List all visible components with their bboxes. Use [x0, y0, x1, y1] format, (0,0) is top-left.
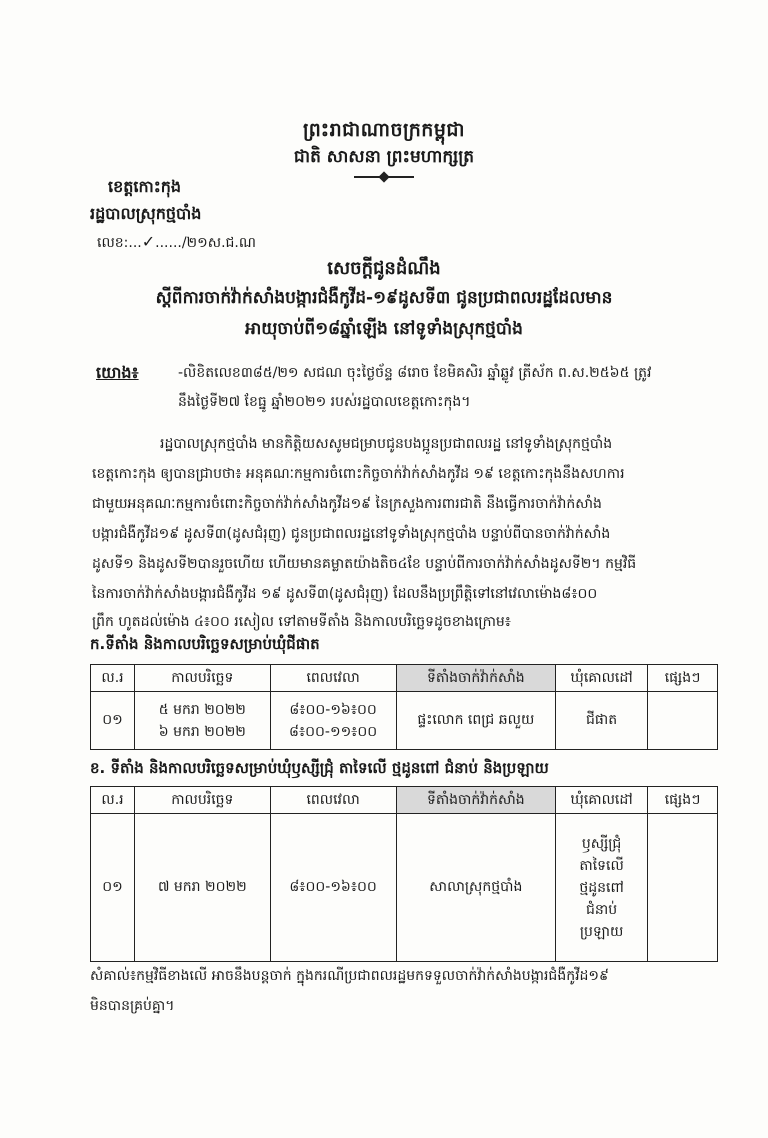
- national-motto: ជាតិ សាសនា ព្រះមហាក្សត្រ: [293, 147, 475, 167]
- cell-location: សាលាស្រុកថ្មបាំង: [396, 814, 556, 962]
- cell-commune: ជីផាត: [556, 692, 648, 750]
- document-subject-line-1: ស្តីពីការចាក់វ៉ាក់សាំងបង្ការជំងឺកូវីដ-១៩ដូសទី៣ ជូនប្រជាពលរដ្ឋដែលមាន: [155, 288, 613, 308]
- col-header-date: កាលបរិច្ឆេទ: [134, 787, 270, 814]
- schedule-table-b: [90, 786, 718, 962]
- col-header-other: ផ្សេងៗ: [648, 665, 718, 692]
- reference-number: [97, 232, 256, 254]
- table-row: [91, 814, 718, 962]
- col-header-time: ពេលវេលា: [270, 665, 396, 692]
- body-line: ជាមួយអនុគណៈកម្មការចំពោះកិច្ចចាក់វ៉ាក់សាំងកូវីដ១៩ នៃក្រសួងការពារជាតិ នឹងធ្វើការចាក់វ៉ាក់សាំង: [92, 496, 602, 512]
- note-line-2: មិនបានគ្រប់គ្នា។: [90, 998, 175, 1014]
- document-title: សេចក្តីជូនដំណឹង: [327, 258, 441, 279]
- ref-prefix: លេខ:...: [97, 235, 142, 251]
- col-header-location: ទីតាំងចាក់វ៉ាក់សាំង: [396, 665, 556, 692]
- section-b-heading: ខ. ទីតាំង និងកាលបរិច្ឆេទសម្រាប់ឃុំឫស្សីជ្រុំ តាទៃលើ ថ្មដូនពៅ ជំនាប់ និងប្រឡាយ: [90, 759, 549, 777]
- col-header-time: ពេលវេលា: [270, 787, 396, 814]
- date-value: ៦ មករា ២០២២: [158, 723, 246, 740]
- table-header-row: [91, 665, 718, 692]
- cell-other: [648, 692, 718, 750]
- cell-date: ៧ មករា ២០២២: [134, 814, 270, 962]
- body-line: រដ្ឋបាលស្រុកថ្មបាំង មានកិត្តិយសសូមជម្រាបជូនបងប្អូនប្រជាពលរដ្ឋ នៅទូទាំងស្រុកថ្មបាំង: [160, 436, 613, 452]
- body-line: ខេត្តកោះកុង ឲ្យបានជ្រាបថា៖ អនុគណៈកម្មការចំពោះកិច្ចចាក់វ៉ាក់សាំងកូវីដ ១៩ ខេត្តកោះកុងនឹងសហការ: [92, 466, 625, 482]
- ref-suffix: ....../២១ស.ជ.ណ: [155, 235, 256, 251]
- reference-label: យោង៖: [96, 363, 139, 382]
- body-line: ព្រឹក ហូតដល់ម៉ោង ៤៖០០ រសៀល ទៅតាមទីតាំង និងកាលបរិច្ឆេទដូចខាងក្រោម៖: [92, 614, 511, 630]
- body-line: បង្ការជំងឺកូវីដ១៩ ដូសទី៣(ដូសជំរុញ) ជូនប្រជាពលរដ្ឋនៅទូទាំងស្រុកថ្មបាំង បន្ទាប់ពីបានចាក់វ៉ាក់សាំង: [92, 526, 611, 542]
- cell-other: [648, 814, 718, 962]
- commune-value: ប្រឡាយ: [579, 923, 624, 940]
- commune-value: ជំនាប់: [586, 901, 618, 918]
- document-subject-line-2: អាយុចាប់ពី១៨ឆ្នាំឡើង នៅទូទាំងស្រុកថ្មបាំង: [245, 319, 523, 339]
- col-header-date: កាលបរិច្ឆេទ: [134, 665, 270, 692]
- commune-value: ឫស្សីជ្រុំ: [581, 835, 622, 852]
- commune-value: តាទៃលើ: [579, 857, 624, 874]
- col-header-commune: ឃុំគោលដៅ: [556, 665, 648, 692]
- section-a-heading: ក.ទីតាំង និងកាលបរិច្ឆេទសម្រាប់ឃុំជីផាត: [90, 635, 320, 653]
- col-header-no: ល.រ: [91, 665, 135, 692]
- time-value: ៨៖០០-១១៖០០: [289, 723, 378, 740]
- cell-commune: [556, 814, 648, 962]
- note-line-1: សំគាល់៖កម្មវិធីខាងលើ អាចនឹងបន្តចាក់ ក្នុងករណីប្រជាពលរដ្ឋមកទទួលចាក់វ៉ាក់សាំងបង្ការជំងឺកូវីដ១៩: [90, 968, 609, 984]
- check-mark-icon: ✓: [141, 232, 156, 251]
- cell-location: ផ្ទះលោក ពេជ្រ ឆលួយ: [396, 692, 556, 750]
- header-ornament: [354, 176, 414, 178]
- commune-value: ថ្មដូនពៅ: [579, 879, 624, 896]
- table-row: [91, 692, 718, 750]
- date-value: ៥ មករា ២០២២: [158, 701, 246, 718]
- cell-date: [134, 692, 270, 750]
- col-header-location: ទីតាំងចាក់វ៉ាក់សាំង: [396, 787, 556, 814]
- issuer-district: រដ្ឋបាលស្រុកថ្មបាំង: [90, 204, 202, 223]
- reference-line-1: -លិខិតលេខ៣៨៥/២១ សជណ ចុះថ្ងៃច័ន្ទ ៨រោច ខែមិគសិរ ឆ្នាំឆ្លូវ ត្រីស័ក ព.ស.២៥៦៥ ត្រូវ: [178, 365, 652, 381]
- col-header-no: ល.រ: [91, 787, 135, 814]
- cell-no: ០១: [91, 814, 135, 962]
- issuer-province: ខេត្តកោះកុង: [108, 177, 182, 196]
- table-header-row: [91, 787, 718, 814]
- cell-time: ៨៖០០-១៦៖០០: [270, 814, 396, 962]
- cell-time: [270, 692, 396, 750]
- schedule-table-a: [90, 664, 718, 750]
- col-header-other: ផ្សេងៗ: [648, 787, 718, 814]
- time-value: ៨៖០០-១៦៖០០: [289, 701, 377, 718]
- kingdom-heading: ព្រះរាជាណាចក្រកម្ពុជា: [303, 119, 465, 141]
- cell-no: ០១: [91, 692, 135, 750]
- body-line: ដូសទី១ និងដូសទី២បានរួចហើយ ហើយមានគម្លាតយ៉ាងតិច៤ខែ បន្ទាប់ពីការចាក់វ៉ាក់សាំងដូសទី២។ កម្មវិធី: [92, 556, 637, 572]
- col-header-commune: ឃុំគោលដៅ: [556, 787, 648, 814]
- body-line: នៃការចាក់វ៉ាក់សាំងបង្ការជំងឺកូវីដ ១៩ ដូសទី៣(ដូសជំរុញ) ដែលនឹងប្រព្រឹត្តិទៅនៅវេលាម៉ោង៨៖០០: [92, 586, 598, 602]
- reference-line-2: នឹងថ្ងៃទី២៧ ខែធ្នូ ឆ្នាំ២០២១ របស់រដ្ឋបាលខេត្តកោះកុង។: [178, 394, 471, 410]
